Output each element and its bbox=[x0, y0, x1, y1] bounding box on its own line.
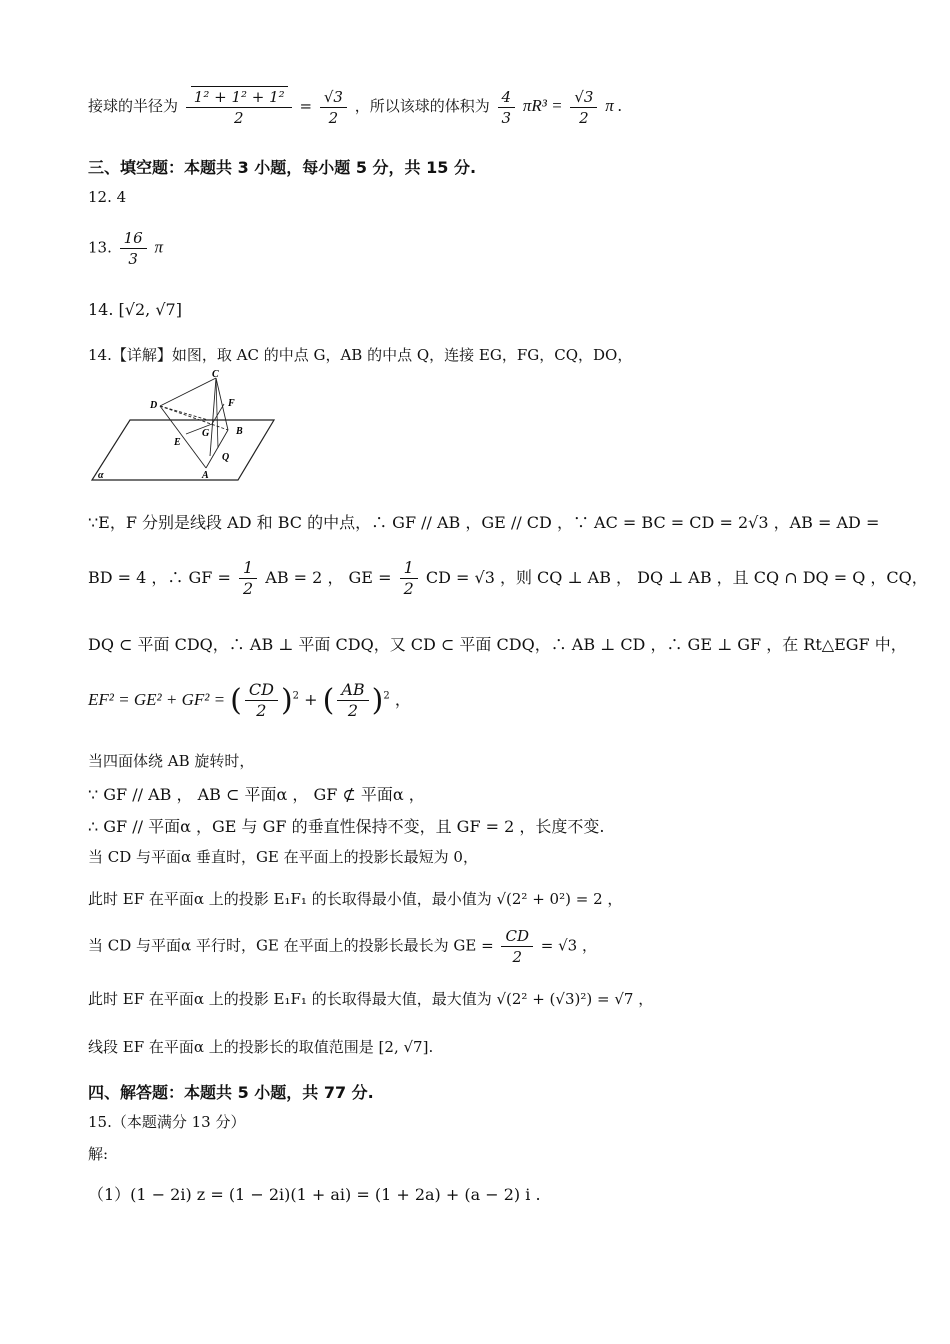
proof-line-11: 此时 EF 在平面α 上的投影 E₁F₁ 的长取得最大值，最大值为 √(2² + (√3)²) = √7 ， bbox=[88, 990, 654, 1008]
numerator bbox=[186, 86, 292, 108]
denominator: 2 bbox=[579, 108, 589, 127]
numerator: √3 bbox=[320, 87, 347, 108]
text-segment: 接球的半径为 bbox=[88, 97, 179, 115]
numerator: 4 bbox=[498, 87, 516, 108]
numerator: 16 bbox=[120, 228, 147, 249]
text-segment: πR³ = bbox=[522, 96, 563, 115]
numerator: CD bbox=[245, 680, 278, 701]
edge-cb bbox=[216, 378, 228, 430]
detail-14: 14.【详解】如图，取 AC 的中点 G，AB 的中点 Q，连接 EG，FG，CQ，DO， bbox=[88, 346, 633, 364]
fraction bbox=[239, 558, 257, 599]
tetrahedron-figure bbox=[88, 368, 278, 486]
denominator: 2 bbox=[328, 108, 339, 127]
plane-alpha bbox=[92, 420, 274, 480]
label-a: A bbox=[202, 470, 209, 481]
proof-line-10 bbox=[88, 926, 597, 967]
exponent: 2 bbox=[292, 690, 300, 702]
proof-line-3: DQ ⊂ 平面 CDQ，∴ AB ⊥ 平面 CDQ，又 CD ⊂ 平面 CDQ，∴ AB ⊥ CD ，∴ GE ⊥ GF ，在 Rt△EGF 中， bbox=[88, 635, 907, 654]
label-b: B bbox=[236, 426, 243, 437]
fraction bbox=[120, 228, 147, 269]
solution-label: 解: bbox=[88, 1145, 109, 1163]
label-q: Q bbox=[222, 452, 230, 463]
label-c: C bbox=[212, 369, 219, 380]
segment-cq bbox=[216, 378, 218, 448]
exponent: 2 bbox=[383, 690, 390, 702]
proof-line-12: 线段 EF 在平面α 上的投影长的取值范围是 [2, √7]. bbox=[88, 1038, 434, 1056]
section-heading-fill-in: 三、填空题：本题共 3 小题，每小题 5 分，共 15 分. bbox=[88, 158, 477, 177]
proof-line-7: ∴ GF // 平面α ，GE 与 GF 的垂直性保持不变，且 GF = 2 ，长度不变. bbox=[88, 817, 605, 836]
proof-line-6: ∵ GF // AB ， AB ⊂ 平面α ， GF ⊄ 平面α ， bbox=[88, 785, 425, 804]
edge-da bbox=[160, 406, 206, 468]
proof-line-2 bbox=[88, 558, 928, 599]
text-segment: 当 CD 与平面α 平行时，GE 在平面上的投影长最长为 GE = bbox=[88, 936, 494, 955]
question-15-header: 15.（本题满分 13 分） bbox=[88, 1113, 246, 1131]
proof-line-9: 此时 EF 在平面α 上的投影 E₁F₁ 的长取得最小值，最小值为 √(2² + 0²) = 2 ， bbox=[88, 890, 623, 908]
denominator: 2 bbox=[256, 701, 267, 720]
text-segment: = √3 ， bbox=[540, 936, 597, 955]
denominator: 2 bbox=[512, 948, 522, 966]
paren: ( bbox=[230, 683, 242, 718]
text-segment: AB = 2 ， GE = bbox=[265, 568, 392, 587]
text-segment: BD = 4 ，∴ GF = bbox=[88, 568, 231, 587]
text-segment: CD = √3 ，则 CQ ⊥ AB ， DQ ⊥ AB ，且 CQ ∩ DQ = Q ，CQ， bbox=[425, 568, 928, 587]
label-f: F bbox=[228, 398, 235, 409]
fraction bbox=[337, 680, 368, 721]
denominator: 2 bbox=[233, 109, 244, 127]
proof-line-4 bbox=[88, 680, 411, 721]
fraction bbox=[400, 558, 418, 599]
edge-ca bbox=[210, 378, 216, 456]
proof-line-1: ∵E，F 分别是线段 AD 和 BC 的中点，∴ GF // AB ，GE // CD ，∵ AC = BC = CD = 2√3 ，AB = AD = bbox=[88, 513, 880, 532]
label-e: E bbox=[174, 437, 181, 448]
text-segment: ， bbox=[394, 690, 411, 709]
text-segment: π . bbox=[605, 96, 623, 115]
fraction bbox=[245, 680, 278, 721]
text-segment: EF² = GE² + GF² = bbox=[88, 690, 226, 709]
fraction bbox=[498, 87, 516, 128]
label-g: G bbox=[202, 428, 210, 439]
fraction bbox=[320, 87, 347, 128]
paren: ( bbox=[322, 683, 335, 718]
label-alpha: α bbox=[98, 470, 104, 481]
proof-line-5: 当四面体绕 AB 旋转时， bbox=[88, 752, 255, 770]
fraction bbox=[186, 86, 292, 128]
denominator: 2 bbox=[243, 579, 254, 598]
label-d: D bbox=[150, 400, 158, 411]
fraction bbox=[570, 87, 597, 128]
edge-dc-top bbox=[160, 378, 216, 406]
text-segment: π bbox=[154, 237, 164, 257]
sphere-radius-line bbox=[88, 86, 622, 128]
text-segment: ，所以该球的体积为 bbox=[354, 97, 490, 115]
answer-14: 14. [√2, √7] bbox=[88, 300, 182, 319]
denominator: 3 bbox=[128, 250, 138, 268]
section-heading-solve: 四、解答题：本题共 5 小题，共 77 分. bbox=[88, 1083, 374, 1102]
question-15-part-1: （1）(1 − 2i) z = (1 − 2i)(1 + ai) = (1 + 2a) + (a − 2) i . bbox=[88, 1185, 541, 1204]
paren: ) bbox=[371, 683, 384, 718]
fraction bbox=[501, 926, 533, 967]
proof-line-8: 当 CD 与平面α 垂直时，GE 在平面上的投影长最短为 0， bbox=[88, 848, 478, 866]
numerator: AB bbox=[337, 680, 368, 701]
text-segment: + bbox=[304, 690, 318, 709]
denominator: 3 bbox=[501, 108, 512, 127]
edge-db bbox=[160, 406, 228, 430]
text-segment: = bbox=[299, 97, 313, 115]
denominator: 2 bbox=[403, 579, 414, 598]
radicand: 1² + 1² + 1² bbox=[193, 88, 285, 106]
answer-13 bbox=[88, 228, 163, 269]
numerator: 1 bbox=[400, 558, 418, 579]
numerator: CD bbox=[501, 926, 533, 947]
paren: ) bbox=[280, 683, 293, 718]
numerator: √3 bbox=[570, 87, 597, 108]
answer-12: 12. 4 bbox=[88, 188, 127, 206]
numerator: 1 bbox=[239, 558, 257, 579]
denominator: 2 bbox=[347, 701, 359, 720]
text-segment: 13. bbox=[88, 238, 112, 257]
